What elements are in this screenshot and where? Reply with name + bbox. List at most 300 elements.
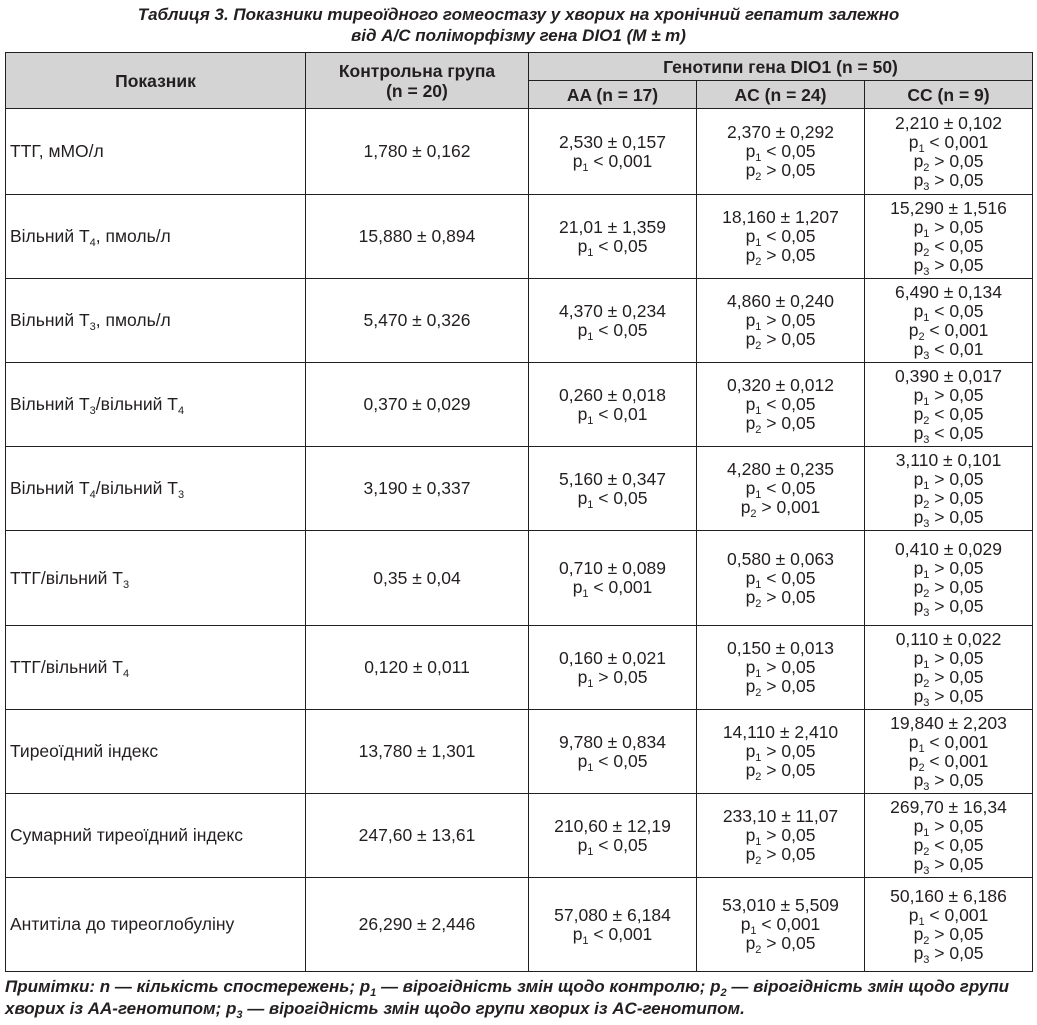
p-comparison: < 0,001: [924, 904, 989, 925]
p-letter: p: [913, 169, 924, 190]
genotype-aa-value: 2,530 ± 0,157: [559, 131, 666, 152]
thyroid-table: [5, 52, 1033, 972]
indicator-name: Вільний Т: [10, 478, 90, 498]
control-value: 3,190 ± 0,337: [306, 447, 529, 531]
genotype-cc-cell: [865, 279, 1033, 363]
notes-text-2: — вірогідність змін щодо контролю; p: [376, 977, 721, 996]
p-letter: p: [745, 567, 756, 588]
table-row: [6, 794, 1033, 878]
p-comparison: < 0,001: [924, 131, 989, 152]
p-comparison: < 0,001: [588, 923, 653, 944]
p-letter: p: [913, 596, 924, 616]
header-aa: AA (n = 17): [529, 81, 697, 109]
p-letter: p: [913, 558, 924, 578]
p-comparison: < 0,01: [593, 403, 648, 424]
p-value-line: [701, 741, 860, 764]
genotype-ac-value: 0,320 ± 0,012: [727, 375, 834, 395]
p-index: 1: [582, 161, 589, 174]
notes-sub-3: 3: [236, 1009, 243, 1021]
p-comparison: > 0,05: [929, 596, 984, 616]
p-comparison: > 0,001: [756, 497, 821, 517]
genotype-aa-value: 5,160 ± 0,347: [559, 468, 666, 489]
p-letter: p: [577, 834, 588, 855]
p-comparison: > 0,05: [929, 254, 984, 275]
p-letter: p: [745, 657, 756, 677]
p-value-line: [869, 596, 1028, 619]
p-value-line: [869, 506, 1028, 530]
table-row: [6, 279, 1033, 363]
p-index: 1: [755, 405, 762, 417]
p-value-line: [869, 131, 1028, 155]
indicator-name-rest: /вільний Т: [95, 394, 178, 414]
p-comparison: > 0,05: [929, 815, 984, 836]
indicator-cell: [6, 794, 306, 878]
p-comparison: > 0,05: [929, 853, 984, 874]
genotype-ac-cell: [697, 710, 865, 794]
p-index: 1: [923, 658, 930, 671]
header-indicator: Показник: [6, 53, 306, 109]
p-value-line: [701, 657, 860, 680]
p-index: 1: [918, 742, 925, 755]
p-value-line: [701, 160, 860, 183]
p-letter: p: [913, 853, 924, 874]
p-index: 1: [587, 498, 594, 511]
p-index: 1: [918, 142, 925, 155]
p-letter: p: [745, 844, 756, 864]
p-value-line: [701, 141, 860, 164]
p-letter: p: [913, 923, 924, 944]
p-letter: p: [572, 923, 583, 944]
genotype-aa-cell: [529, 878, 697, 972]
indicator-name: Сумарний тиреоїдний індекс: [10, 825, 244, 845]
table-row: [6, 878, 1033, 972]
genotype-ac-cell: [697, 109, 865, 195]
genotype-cc-value: 0,410 ± 0,029: [895, 539, 1002, 559]
control-value: 247,60 ± 13,61: [306, 794, 529, 878]
p-value-line: [869, 254, 1028, 278]
control-value: 5,470 ± 0,326: [306, 279, 529, 363]
p-index: 1: [923, 311, 930, 324]
p-value-line: [869, 558, 1028, 581]
p-letter: p: [913, 942, 924, 963]
p-value-line: [869, 338, 1028, 362]
p-letter: p: [913, 384, 924, 405]
p-index: 2: [923, 845, 930, 858]
p-letter: p: [913, 506, 924, 527]
p-comparison: > 0,05: [761, 825, 816, 845]
indicator-name: Вільний Т: [10, 310, 90, 330]
p-letter: p: [913, 487, 924, 508]
table-row: [6, 710, 1033, 794]
p-index: 2: [923, 246, 930, 259]
p-value-line: [869, 487, 1028, 511]
p-letter: p: [908, 319, 919, 340]
p-comparison: > 0,05: [761, 310, 816, 330]
p-value-line: [533, 235, 692, 259]
p-comparison: < 0,001: [924, 731, 989, 752]
p-index: 2: [755, 687, 762, 699]
table-body: [6, 109, 1033, 972]
p-index: 2: [923, 677, 930, 690]
p-letter: p: [913, 685, 924, 706]
p-value-line: [701, 497, 860, 520]
p-comparison: > 0,05: [929, 666, 984, 687]
p-index: 3: [923, 864, 930, 877]
p-comparison: > 0,05: [761, 676, 816, 696]
p-letter: p: [740, 497, 751, 517]
genotype-aa-value: 21,01 ± 1,359: [559, 216, 666, 237]
genotype-ac-value: 14,110 ± 2,410: [722, 722, 839, 742]
p-value-line: [533, 750, 692, 774]
p-value-line: [701, 310, 860, 333]
genotype-cc-cell: [865, 794, 1033, 878]
table-notes: [5, 976, 1033, 1020]
p-letter: p: [745, 245, 756, 265]
genotype-cc-value: 0,390 ± 0,017: [895, 365, 1002, 386]
indicator-name: Вільний Т: [10, 394, 90, 414]
p-index: 3: [923, 953, 930, 966]
p-value-line: [701, 914, 860, 937]
p-comparison: > 0,05: [929, 769, 984, 790]
p-value-line: [701, 394, 860, 417]
genotype-aa-value: 210,60 ± 12,19: [554, 815, 671, 836]
p-letter: p: [913, 834, 924, 855]
p-letter: p: [745, 310, 756, 330]
p-index: 2: [923, 934, 930, 947]
genotype-aa-value: 4,370 ± 0,234: [559, 300, 666, 321]
table-caption: [0, 4, 1037, 46]
p-comparison: < 0,05: [929, 300, 984, 321]
p-value-line: [701, 413, 860, 436]
p-index: 1: [755, 578, 762, 591]
p-letter: p: [745, 394, 756, 414]
p-comparison: < 0,05: [593, 487, 648, 508]
genotype-ac-value: 2,370 ± 0,292: [727, 122, 834, 142]
p-index: 2: [755, 855, 762, 867]
indicator-cell: [6, 710, 306, 794]
genotype-cc-cell: [865, 710, 1033, 794]
p-comparison: < 0,01: [929, 338, 984, 359]
p-comparison: > 0,05: [761, 844, 816, 864]
p-index: 2: [755, 256, 762, 268]
p-index: 1: [923, 395, 930, 408]
genotype-cc-value: 6,490 ± 0,134: [895, 281, 1002, 302]
notes-text-3: — вірогідність змін щодо групи хворих із AA-генотипом; p: [5, 977, 1010, 1018]
table-row: [6, 109, 1033, 195]
p-value-line: [869, 666, 1028, 690]
p-letter: p: [745, 226, 756, 246]
p-index: 1: [755, 152, 762, 164]
indicator-subscript: 3: [89, 405, 96, 417]
p-index: 2: [923, 588, 930, 600]
caption-line-2: від A/C поліморфізму гена DIO1 (M ± m): [351, 26, 686, 45]
p-letter: p: [572, 150, 583, 171]
indicator-name: ТТГ, мМО/л: [10, 141, 104, 161]
p-value-line: [869, 403, 1028, 427]
p-letter: p: [740, 914, 751, 934]
indicator-subscript-2: 4: [177, 405, 185, 417]
p-value-line: [701, 844, 860, 867]
p-value-line: [701, 586, 860, 610]
genotype-cc-cell: [865, 109, 1033, 195]
p-letter: p: [913, 338, 924, 359]
p-value-line: [701, 329, 860, 352]
indicator-cell: [6, 279, 306, 363]
genotype-ac-cell: [697, 531, 865, 626]
p-letter: p: [913, 647, 924, 668]
notes-text-4: — вірогідність змін щодо групи хворих із AC-генотипом.: [242, 999, 745, 1018]
p-comparison: > 0,05: [929, 468, 984, 489]
p-letter: p: [745, 933, 756, 953]
p-index: 1: [755, 668, 762, 680]
p-index: 3: [923, 780, 930, 793]
notes-sub-1: 1: [370, 987, 377, 999]
control-value: 26,290 ± 2,446: [306, 878, 529, 972]
p-comparison: > 0,05: [761, 657, 816, 677]
p-index: 2: [918, 330, 925, 343]
caption-line-1: Таблиця 3. Показники тиреоїдного гомеостазу у хворих на хронічний гепатит залежно: [137, 5, 900, 24]
genotype-ac-cell: [697, 447, 865, 531]
p-index: 1: [755, 836, 762, 848]
p-comparison: > 0,05: [761, 933, 816, 953]
p-comparison: < 0,05: [761, 567, 816, 588]
p-value-line: [701, 567, 860, 591]
p-value-line: [869, 216, 1028, 240]
p-comparison: > 0,05: [929, 577, 984, 597]
genotype-ac-value: 53,010 ± 5,509: [722, 895, 839, 915]
p-index: 1: [587, 330, 594, 343]
p-letter: p: [913, 403, 924, 424]
p-index: 1: [923, 826, 930, 839]
p-value-line: [533, 666, 692, 690]
p-letter: p: [745, 478, 756, 498]
p-value-line: [869, 904, 1028, 928]
genotype-cc-value: 50,160 ± 6,186: [890, 885, 1007, 906]
p-index: 2: [750, 508, 757, 520]
p-value-line: [869, 319, 1028, 343]
header-genotypes: Генотипи гена DIO1 (n = 50): [529, 53, 1033, 81]
p-comparison: > 0,05: [761, 329, 816, 349]
genotype-ac-value: 4,280 ± 0,235: [727, 459, 834, 479]
indicator-cell: [6, 109, 306, 195]
genotype-cc-value: 2,210 ± 0,102: [895, 112, 1002, 133]
p-letter: p: [745, 413, 756, 433]
p-value-line: [869, 468, 1028, 492]
control-value: 0,35 ± 0,04: [306, 531, 529, 626]
p-value-line: [533, 319, 692, 343]
p-index: 1: [755, 752, 762, 764]
genotype-cc-value: 15,290 ± 1,516: [890, 197, 1007, 218]
p-index: 1: [755, 321, 762, 333]
genotype-cc-cell: [865, 447, 1033, 531]
p-comparison: > 0,05: [761, 741, 816, 761]
genotype-aa-cell: [529, 195, 697, 279]
p-comparison: < 0,05: [593, 834, 648, 855]
p-value-line: [869, 300, 1028, 324]
p-index: 3: [923, 265, 930, 278]
p-value-line: [869, 750, 1028, 774]
control-value: 0,370 ± 0,029: [306, 363, 529, 447]
p-value-line: [869, 853, 1028, 877]
indicator-name-rest: , пмоль/л: [95, 310, 171, 330]
p-comparison: < 0,001: [588, 577, 653, 597]
control-value: 13,780 ± 1,301: [306, 710, 529, 794]
genotype-ac-value: 4,860 ± 0,240: [727, 291, 834, 311]
genotype-ac-cell: [697, 878, 865, 972]
indicator-subscript-2: 3: [177, 489, 185, 501]
p-index: 1: [587, 761, 594, 774]
genotype-ac-cell: [697, 279, 865, 363]
p-value-line: [701, 825, 860, 848]
p-letter: p: [913, 422, 924, 443]
p-value-line: [701, 245, 860, 268]
p-index: 1: [587, 414, 594, 427]
genotype-ac-value: 0,580 ± 0,063: [727, 548, 834, 569]
p-index: 1: [755, 237, 762, 249]
p-value-line: [701, 676, 860, 699]
p-letter: p: [913, 300, 924, 321]
p-letter: p: [913, 577, 924, 597]
indicator-name: Вільний Т: [10, 226, 90, 246]
table-row: [6, 626, 1033, 710]
p-value-line: [701, 226, 860, 249]
genotype-aa-cell: [529, 626, 697, 710]
notes-sub-2: 2: [720, 987, 727, 999]
indicator-subscript: 3: [123, 578, 130, 591]
p-index: 2: [755, 424, 762, 436]
genotype-ac-cell: [697, 626, 865, 710]
p-comparison: < 0,001: [756, 914, 821, 934]
p-letter: p: [577, 750, 588, 771]
p-index: 3: [923, 433, 930, 446]
p-index: 1: [587, 246, 594, 259]
p-comparison: < 0,05: [761, 478, 816, 498]
indicator-subscript: 4: [123, 668, 130, 680]
p-comparison: < 0,001: [588, 150, 653, 171]
p-letter: p: [577, 403, 588, 424]
p-letter: p: [913, 216, 924, 237]
p-comparison: < 0,05: [761, 141, 816, 161]
notes-label: Примітки:: [5, 977, 96, 996]
genotype-aa-cell: [529, 109, 697, 195]
p-letter: p: [572, 577, 583, 597]
genotype-ac-cell: [697, 195, 865, 279]
p-comparison: > 0,05: [929, 647, 984, 668]
p-comparison: < 0,05: [593, 235, 648, 256]
p-letter: p: [908, 904, 919, 925]
header-ac: AC (n = 24): [697, 81, 865, 109]
p-value-line: [533, 923, 692, 947]
p-letter: p: [913, 254, 924, 275]
p-comparison: > 0,05: [929, 169, 984, 190]
p-index: 1: [582, 934, 589, 947]
genotype-ac-value: 18,160 ± 1,207: [722, 207, 839, 227]
p-value-line: [869, 150, 1028, 174]
p-value-line: [869, 685, 1028, 709]
p-index: 2: [755, 597, 762, 610]
genotype-cc-value: 3,110 ± 0,101: [895, 449, 1002, 470]
genotype-ac-cell: [697, 794, 865, 878]
indicator-name: Антитіла до тиреоглобуліну: [10, 914, 235, 934]
p-value-line: [701, 933, 860, 956]
p-value-line: [869, 834, 1028, 858]
p-comparison: > 0,05: [761, 760, 816, 780]
p-comparison: < 0,05: [929, 403, 984, 424]
control-value: 1,780 ± 0,162: [306, 109, 529, 195]
header-control-n: (n = 20): [386, 80, 448, 101]
indicator-name: ТТГ/вільний Т: [10, 657, 123, 677]
p-comparison: > 0,05: [929, 216, 984, 237]
genotype-aa-value: 57,080 ± 6,184: [554, 904, 671, 925]
header-cc: CC (n = 9): [865, 81, 1033, 109]
p-comparison: < 0,05: [593, 750, 648, 771]
indicator-subscript: 3: [89, 321, 96, 333]
p-value-line: [869, 384, 1028, 408]
p-value-line: [869, 235, 1028, 259]
p-letter: p: [745, 586, 756, 607]
p-letter: p: [745, 760, 756, 780]
header-control: [306, 53, 529, 109]
p-comparison: < 0,05: [593, 319, 648, 340]
p-comparison: < 0,05: [761, 394, 816, 414]
p-comparison: > 0,05: [761, 160, 816, 180]
p-index: 2: [755, 944, 762, 956]
p-index: 1: [918, 915, 925, 928]
p-letter: p: [577, 235, 588, 256]
indicator-name-rest: /вільний Т: [95, 478, 178, 498]
header-control-label: Контрольна група: [338, 60, 496, 81]
p-comparison: < 0,001: [924, 319, 989, 340]
p-letter: p: [745, 141, 756, 161]
p-comparison: > 0,05: [929, 923, 984, 944]
p-value-line: [869, 647, 1028, 671]
control-value: 0,120 ± 0,011: [306, 626, 529, 710]
p-comparison: > 0,05: [929, 487, 984, 508]
p-comparison: > 0,05: [761, 413, 816, 433]
p-letter: p: [913, 468, 924, 489]
genotype-aa-value: 0,710 ± 0,089: [559, 558, 666, 578]
table-row: [6, 531, 1033, 626]
p-letter: p: [577, 666, 588, 687]
p-comparison: < 0,05: [929, 235, 984, 256]
table-row: [6, 195, 1033, 279]
genotype-cc-cell: [865, 878, 1033, 972]
p-value-line: [533, 150, 692, 174]
p-index: 2: [918, 761, 925, 774]
p-value-line: [533, 487, 692, 511]
p-letter: p: [745, 741, 756, 761]
table-row: [6, 363, 1033, 447]
p-value-line: [869, 815, 1028, 839]
genotype-cc-value: 269,70 ± 16,34: [890, 796, 1007, 817]
p-index: 3: [923, 180, 930, 193]
p-index: 2: [923, 161, 930, 174]
p-value-line: [533, 577, 692, 600]
indicator-cell: [6, 626, 306, 710]
p-letter: p: [745, 329, 756, 349]
p-letter: p: [577, 487, 588, 508]
table-row: [6, 447, 1033, 531]
p-comparison: < 0,05: [761, 226, 816, 246]
p-comparison: > 0,05: [761, 245, 816, 265]
p-index: 2: [923, 498, 930, 511]
genotype-aa-cell: [529, 279, 697, 363]
p-comparison: > 0,05: [929, 384, 984, 405]
p-index: 1: [750, 925, 757, 937]
p-value-line: [533, 834, 692, 858]
indicator-cell: [6, 195, 306, 279]
p-letter: p: [913, 666, 924, 687]
